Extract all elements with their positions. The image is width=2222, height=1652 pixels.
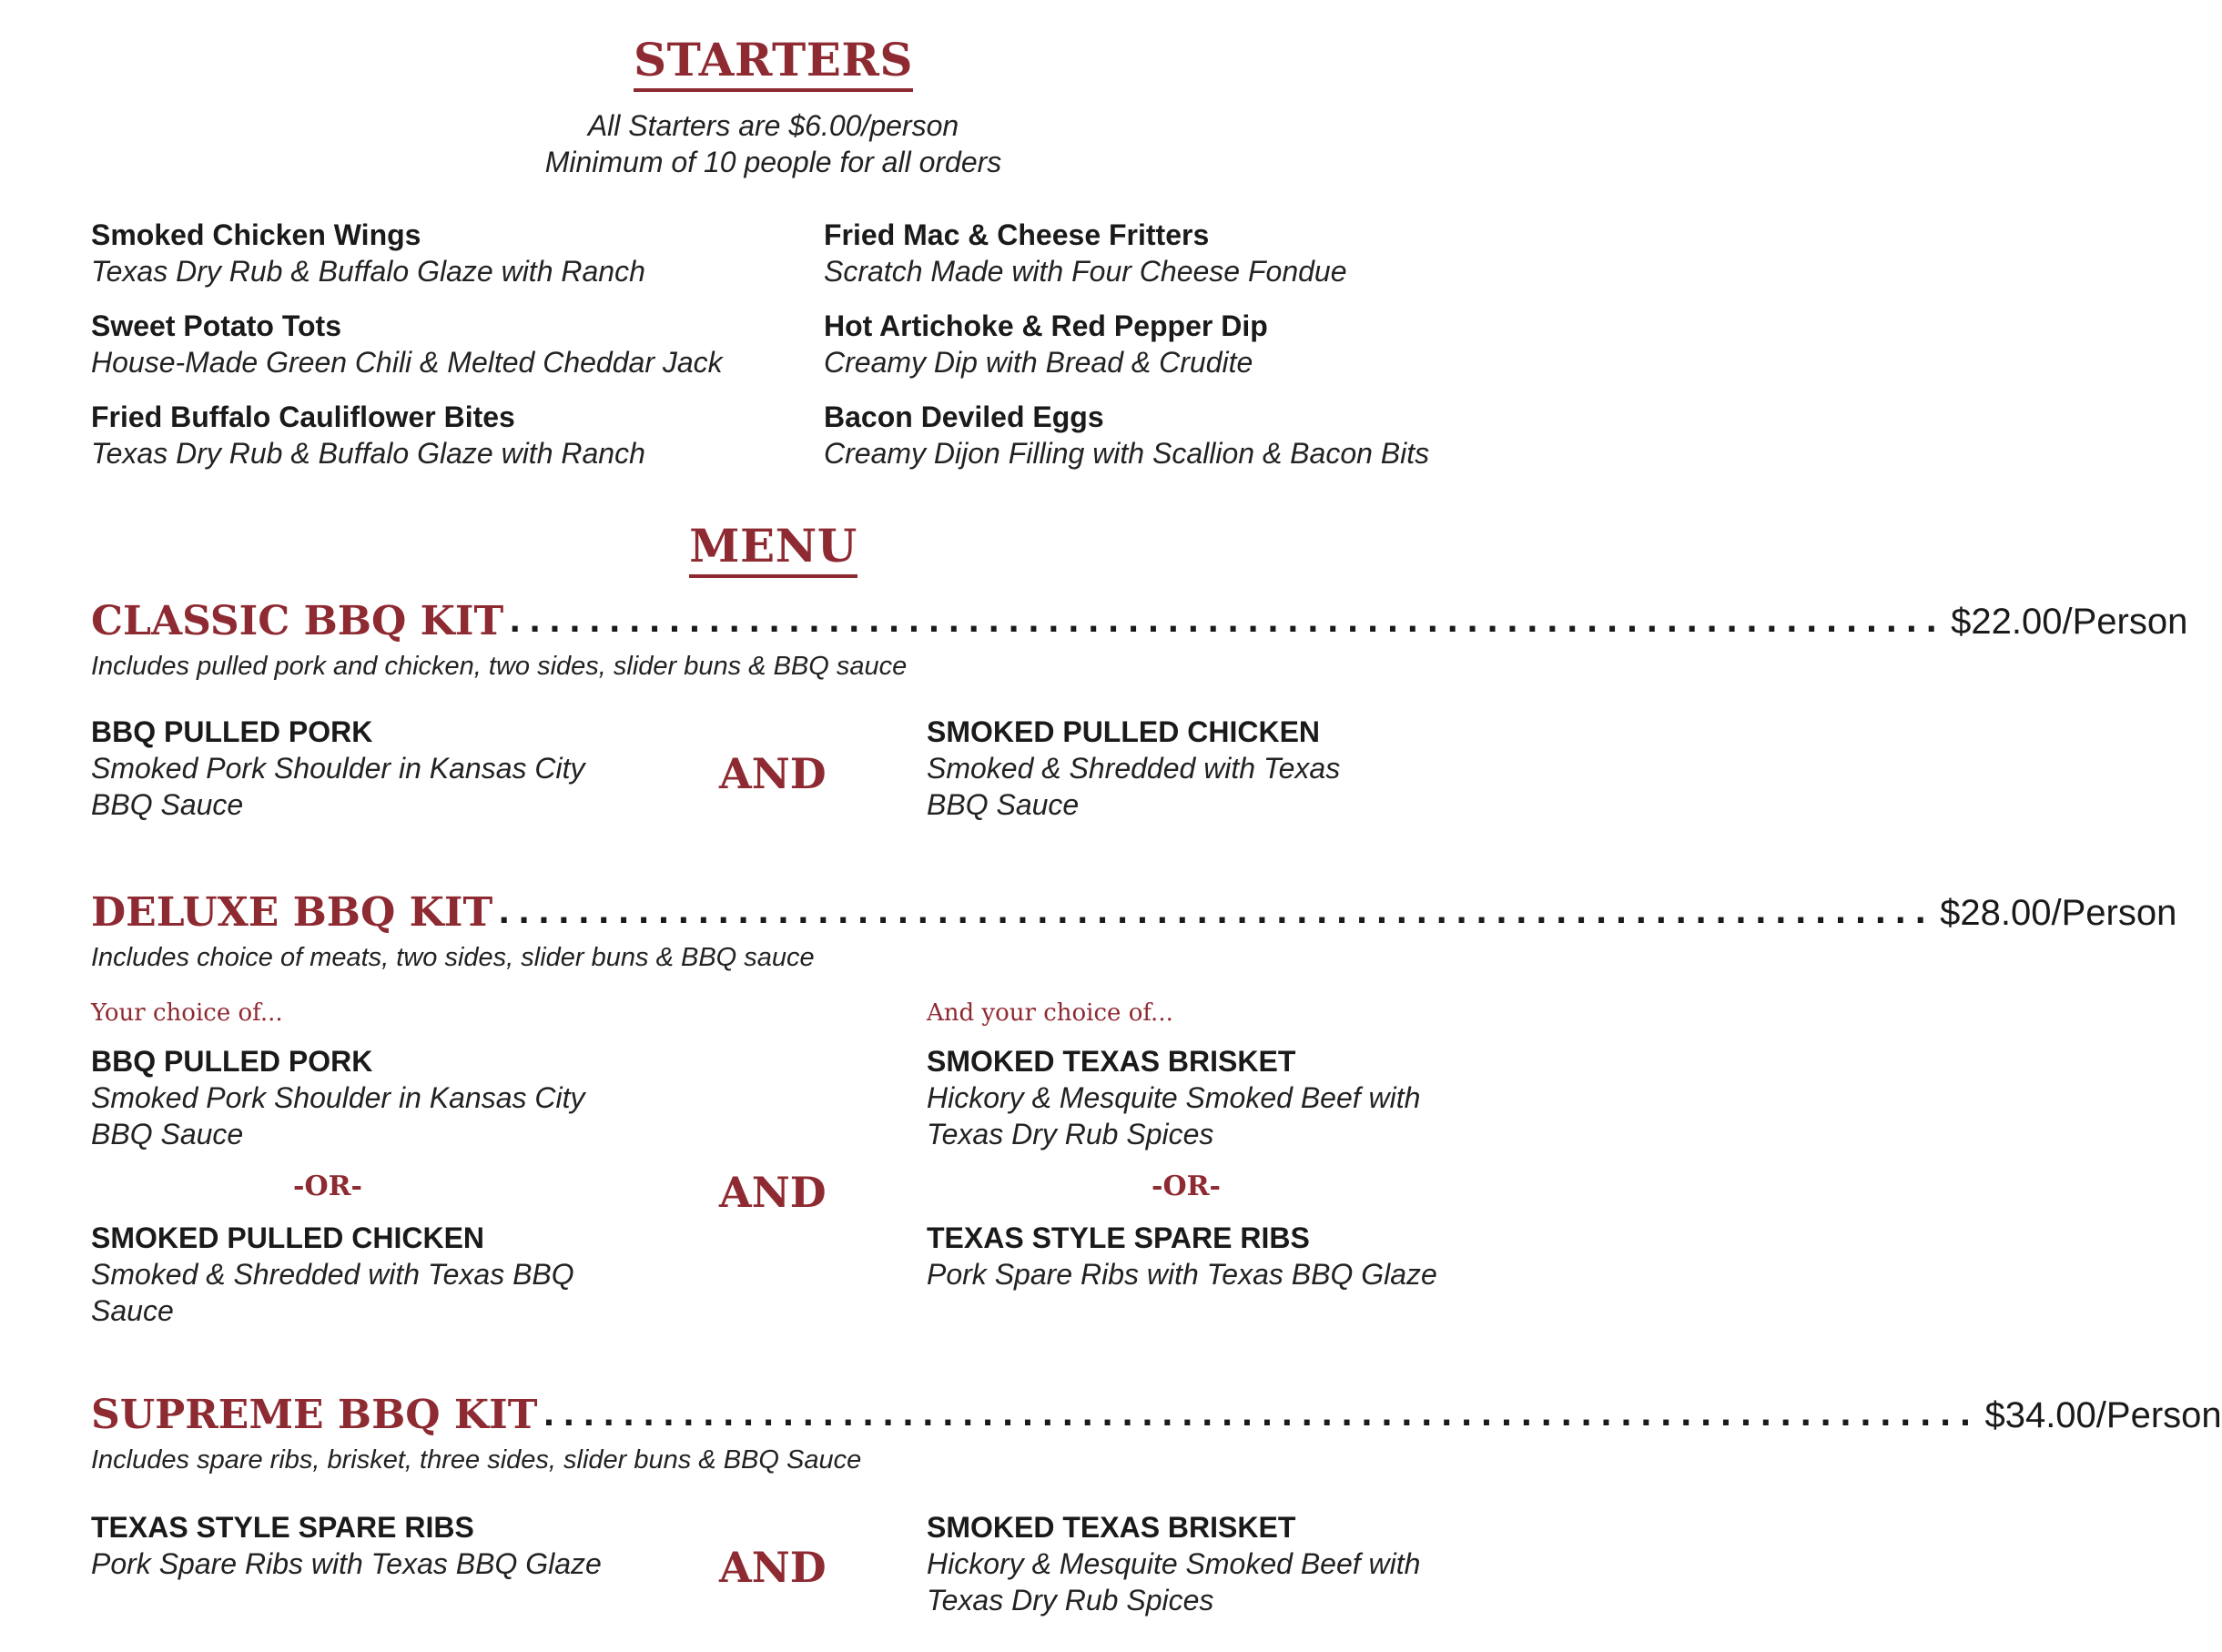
starters-heading: STARTERS bbox=[0, 33, 1547, 86]
or-label: -OR- bbox=[1152, 1171, 1221, 1202]
item-desc: Smoked Pork Shoulder in Kansas City bbox=[91, 752, 585, 785]
menu-heading: MENU bbox=[0, 519, 1547, 573]
and-label: AND bbox=[719, 749, 827, 798]
item-desc: Pork Spare Ribs with Texas BBQ Glaze bbox=[91, 1547, 602, 1580]
item-desc: Creamy Dip with Bread & Crudite bbox=[824, 346, 1253, 379]
deluxe-right-item-a bbox=[927, 1043, 1420, 1152]
classic-right-item bbox=[927, 714, 1340, 823]
kit-price: $34.00/Person bbox=[1984, 1395, 2222, 1435]
right-choice-label: And your choice of... bbox=[927, 999, 1173, 1027]
deluxe-kit-header bbox=[91, 883, 2177, 937]
supreme-left-item bbox=[91, 1509, 602, 1582]
item-desc: Pork Spare Ribs with Texas BBQ Glaze bbox=[927, 1258, 1437, 1291]
item-name: Bacon Deviled Eggs bbox=[824, 400, 1104, 433]
starter-item bbox=[824, 399, 1429, 471]
classic-left-item bbox=[91, 714, 584, 823]
item-name: BBQ PULLED PORK bbox=[91, 715, 373, 748]
item-name: Smoked Chicken Wings bbox=[91, 218, 421, 251]
kit-price: $28.00/Person bbox=[1940, 893, 2177, 933]
deluxe-left-item-a bbox=[91, 1043, 584, 1152]
item-desc: Scratch Made with Four Cheese Fondue bbox=[824, 255, 1347, 288]
item-desc: Smoked & Shredded with Texas BBQ bbox=[91, 1258, 574, 1291]
item-desc: Smoked & Shredded with Texas bbox=[927, 752, 1341, 785]
dot-leader: ........................................................................ bbox=[543, 1397, 1980, 1434]
item-name: SMOKED PULLED CHICKEN bbox=[91, 1221, 485, 1254]
dot-leader: ........................................................................ bbox=[498, 895, 1935, 931]
kit-subtitle: Includes choice of meats, two sides, slider buns & BBQ sauce bbox=[91, 943, 815, 972]
item-desc: BBQ Sauce bbox=[91, 788, 244, 821]
item-desc: Texas Dry Rub Spices bbox=[927, 1118, 1214, 1150]
classic-kit-header bbox=[91, 592, 2188, 646]
item-desc: Hickory & Mesquite Smoked Beef with bbox=[927, 1547, 1421, 1580]
item-desc: Smoked Pork Shoulder in Kansas City bbox=[91, 1081, 585, 1114]
supreme-right-item bbox=[927, 1509, 1420, 1618]
kit-title: DELUXE BBQ KIT bbox=[91, 889, 493, 936]
item-name: BBQ PULLED PORK bbox=[91, 1045, 373, 1078]
and-label: AND bbox=[719, 1543, 827, 1592]
item-name: Hot Artichoke & Red Pepper Dip bbox=[824, 309, 1268, 342]
item-name: TEXAS STYLE SPARE RIBS bbox=[91, 1511, 474, 1544]
dot-leader: ........................................................................ bbox=[509, 603, 1946, 640]
kit-subtitle: Includes spare ribs, brisket, three sides, slider buns & BBQ Sauce bbox=[91, 1445, 862, 1475]
starter-item bbox=[91, 399, 645, 471]
item-desc: House-Made Green Chili & Melted Cheddar Jack bbox=[91, 346, 723, 379]
kit-title: SUPREME BBQ KIT bbox=[91, 1392, 538, 1438]
item-name: TEXAS STYLE SPARE RIBS bbox=[927, 1221, 1310, 1254]
kit-subtitle: Includes pulled pork and chicken, two sides, slider buns & BBQ sauce bbox=[91, 652, 908, 681]
item-desc: Texas Dry Rub & Buffalo Glaze with Ranch bbox=[91, 255, 645, 288]
kit-price: $22.00/Person bbox=[1951, 602, 2188, 642]
and-label: AND bbox=[719, 1168, 827, 1217]
starter-item bbox=[91, 217, 645, 289]
or-label: -OR- bbox=[293, 1171, 362, 1202]
item-desc: Creamy Dijon Filling with Scallion & Bacon Bits bbox=[824, 437, 1430, 470]
supreme-kit-header bbox=[91, 1385, 2222, 1440]
item-desc: Hickory & Mesquite Smoked Beef with bbox=[927, 1081, 1421, 1114]
item-name: SMOKED PULLED CHICKEN bbox=[927, 715, 1321, 748]
starter-item bbox=[91, 308, 723, 380]
kit-title: CLASSIC BBQ KIT bbox=[91, 598, 504, 644]
starters-note-minimum: Minimum of 10 people for all orders bbox=[544, 146, 1002, 178]
item-name: SMOKED TEXAS BRISKET bbox=[927, 1045, 1296, 1078]
deluxe-right-item-b bbox=[927, 1220, 1437, 1292]
item-desc: Texas Dry Rub & Buffalo Glaze with Ranch bbox=[91, 437, 645, 470]
item-name: Sweet Potato Tots bbox=[91, 309, 341, 342]
deluxe-left-item-b bbox=[91, 1220, 574, 1329]
starters-note-price: All Starters are $6.00/person bbox=[587, 109, 959, 142]
item-desc: BBQ Sauce bbox=[927, 788, 1080, 821]
left-choice-label: Your choice of... bbox=[91, 999, 283, 1027]
item-name: Fried Mac & Cheese Fritters bbox=[824, 218, 1210, 251]
item-name: SMOKED TEXAS BRISKET bbox=[927, 1511, 1296, 1544]
item-desc: Sauce bbox=[91, 1294, 174, 1327]
item-name: Fried Buffalo Cauliflower Bites bbox=[91, 400, 515, 433]
starter-item bbox=[824, 308, 1268, 380]
starter-item bbox=[824, 217, 1347, 289]
item-desc: BBQ Sauce bbox=[91, 1118, 244, 1150]
item-desc: Texas Dry Rub Spices bbox=[927, 1584, 1214, 1617]
